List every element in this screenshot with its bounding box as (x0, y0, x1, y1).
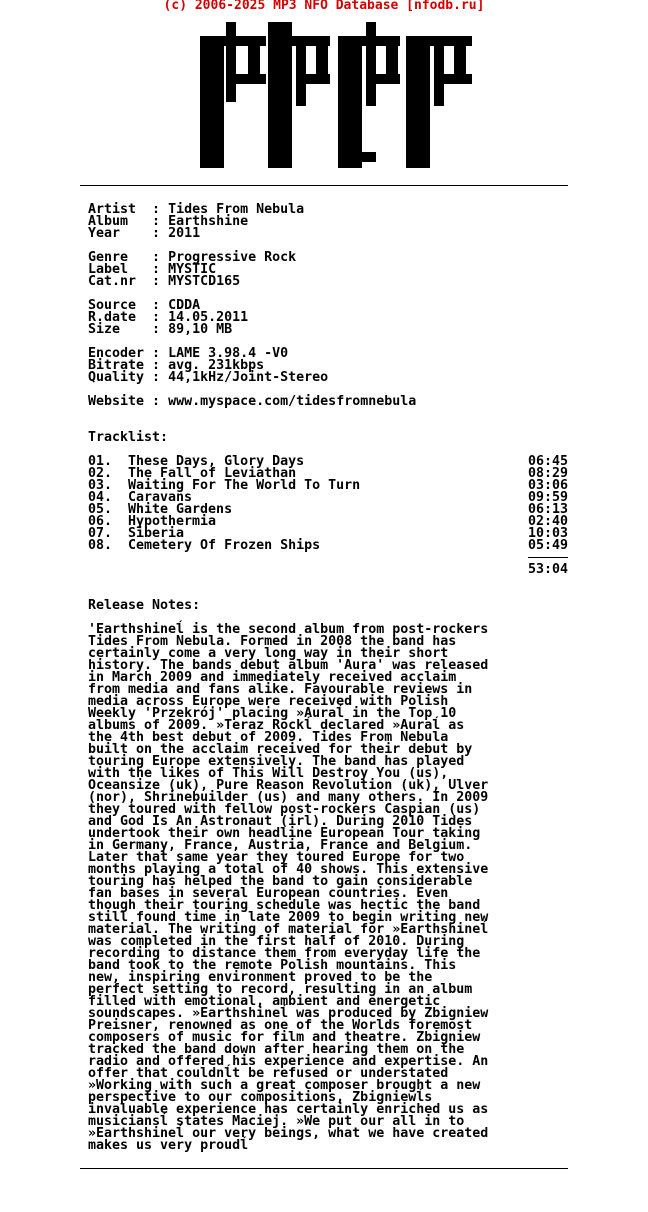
info-key: Website (88, 394, 145, 409)
release-notes-line: musiciansĺ states Maciej. »We put our all in to (88, 1114, 465, 1129)
track-duration: 03:06 (528, 478, 569, 493)
track-title: Hypothermia (128, 514, 217, 529)
info-sep: : (144, 322, 169, 337)
track-number: 02. (88, 466, 113, 481)
info-key: Genre (88, 250, 145, 265)
info-key: Cat.nr (88, 274, 145, 289)
release-notes-label: Release Notes: (88, 598, 201, 613)
info-key: Album (88, 214, 145, 229)
release-notes-line: Oceansize (uk), Pure Reason Revolution (uk), Ulver (88, 778, 489, 793)
release-notes-line: the 4th best debut of 2009. Tides From Nebula (88, 730, 449, 745)
info-key: Quality (88, 370, 145, 385)
info-value: LAME 3.98.4 -V0 (168, 346, 289, 361)
release-notes-line: certainly come a very long way in their short (88, 646, 449, 661)
release-notes-line: albums of 2009. »Teraz Rockĺ declared »Auraĺ as (88, 718, 465, 733)
info-value: www.myspace.com/tidesfromnebula (168, 394, 417, 409)
info-sep: : (144, 250, 169, 265)
release-notes-line: perspective to our compositions, Zbigniewĺs (88, 1090, 433, 1105)
track-title: Caravans (128, 490, 193, 505)
release-notes-line: history. The bands debut album 'Aura' was released (88, 658, 489, 673)
divider-bottom (80, 1168, 568, 1169)
info-sep: : (144, 262, 169, 277)
info-value: avg. 231kbps (168, 358, 265, 373)
info-value: MYSTCD165 (168, 274, 241, 289)
info-row (88, 324, 568, 336)
track-number: 05. (88, 502, 113, 517)
release-notes-line: radio and offered his experience and expertise. An (88, 1054, 489, 1069)
nfo-body (88, 204, 568, 1152)
info-sep: : (144, 358, 169, 373)
info-key: R.date (88, 310, 145, 325)
release-notes-line: Tides From Nebula. Formed in 2008 the band has (88, 634, 457, 649)
release-notes-line: composers of music for film and theatre. Zbigniew (88, 1030, 481, 1045)
info-sep: : (144, 298, 169, 313)
release-notes-line: 'Earthshineĺ is the second album from post-rockers (88, 622, 489, 637)
info-value: 14.05.2011 (168, 310, 249, 325)
track-duration: 02:40 (528, 514, 569, 529)
release-notes-line: »Earthshineĺ our very beings, what we have created (88, 1126, 489, 1141)
release-notes-line: still found time in late 2009 to begin writing new (88, 910, 489, 925)
info-value: CDDA (168, 298, 201, 313)
total-divider (528, 557, 568, 558)
track-title: These Days, Glory Days (128, 454, 305, 469)
info-value: Tides From Nebula (168, 202, 305, 217)
tracklist-label: Tracklist: (88, 430, 169, 445)
info-sep: : (144, 370, 169, 385)
info-sep: : (144, 202, 169, 217)
total-spacer (88, 564, 528, 576)
info-value: Progressive Rock (168, 250, 297, 265)
info-sep: : (144, 310, 169, 325)
spacer (88, 576, 568, 588)
track-number: 04. (88, 490, 113, 505)
track-title: White Gardens (128, 502, 233, 517)
release-notes-line: months playing a total of 40 shows. This extensive (88, 862, 489, 877)
release-notes-line: »Working with such a great composer brought a new (88, 1078, 481, 1093)
release-notes-line: recording to distance them from everyday life the (88, 946, 481, 961)
info-value: Earthshine (168, 214, 249, 229)
info-sep: : (144, 346, 169, 361)
release-notes-line: built on the acclaim received for their debut by (88, 742, 473, 757)
track-number: 06. (88, 514, 113, 529)
track-title: Siberia (128, 526, 185, 541)
release-notes-line: fan bases in several European countries. Even (88, 886, 449, 901)
total-duration: 53:04 (528, 562, 569, 577)
info-sep: : (144, 274, 169, 289)
track-row (88, 540, 568, 552)
info-key: Encoder (88, 346, 145, 361)
release-notes-line: they toured with fellow post-rockers Caspian (us) (88, 802, 481, 817)
release-notes-line: with the likes of This Will Destroy You (us), (88, 766, 449, 781)
info-key: Year (88, 226, 145, 241)
info-sep: : (144, 394, 169, 409)
track-duration: 06:45 (528, 454, 569, 469)
info-key: Label (88, 262, 145, 277)
info-value: MYSTIC (168, 262, 217, 277)
info-row (88, 228, 568, 240)
info-key: Size (88, 322, 145, 337)
release-notes-line: media across Europe were received with Polish (88, 694, 449, 709)
track-duration: 09:59 (528, 490, 569, 505)
info-sep: : (144, 214, 169, 229)
release-notes-line: perfect setting to record, resulting in an album (88, 982, 473, 997)
track-title: Waiting For The World To Turn (128, 478, 361, 493)
release-notes-line: though their touring schedule was hectic the band (88, 898, 481, 913)
track-number: 07. (88, 526, 113, 541)
release-notes-line: offer that couldnĺt be refused or understated (88, 1066, 449, 1081)
release-notes-line: touring Europe extensively. The band has played (88, 754, 465, 769)
spacer (88, 408, 568, 420)
release-notes-line: Weekly 'Przekrój' placing »Auraĺ in the Top 10 (88, 706, 457, 721)
release-notes-line: and God Is An Astronaut (irl). During 2010 Tides (88, 814, 473, 829)
info-row (88, 276, 568, 288)
release-notes-line: Later that same year they toured Europe for two (88, 850, 465, 865)
release-notes-line: tracked the band down after hearing them on the (88, 1042, 465, 1057)
info-sep: : (144, 226, 169, 241)
track-duration: 08:29 (528, 466, 569, 481)
track-number: 01. (88, 454, 113, 469)
release-notes-line: touring has helped the band to gain considerable (88, 874, 473, 889)
info-row (88, 396, 568, 408)
track-duration: 05:49 (528, 538, 569, 553)
info-value: 89,10 MB (168, 322, 233, 337)
track-number: 03. (88, 478, 113, 493)
group-logo (200, 22, 472, 168)
release-notes-line: invaluable experience has certainly enriched us as (88, 1102, 489, 1117)
info-value: 2011 (168, 226, 201, 241)
release-notes-line: band took to the remote Polish mountains. This (88, 958, 457, 973)
release-notes-line: undertook their own headline European Tour taking (88, 826, 481, 841)
release-notes-line: soundscapes. »Earthshineĺ was produced by Zbigniew (88, 1006, 489, 1021)
release-notes-line: (nor), Shrinebuilder (us) and many others. In 2009 (88, 790, 489, 805)
track-duration: 10:03 (528, 526, 569, 541)
release-notes-line: Preisner, renowned as one of the Worlds foremost (88, 1018, 473, 1033)
total-row (88, 564, 568, 576)
release-notes-line: in March 2009 and immediately received acclaim (88, 670, 457, 685)
release-notes-line: new, inspiring environment proved to be the (88, 970, 433, 985)
info-value: 44,1kHz/Joint-Stereo (168, 370, 329, 385)
info-row (88, 372, 568, 384)
release-notes-line: from media and fans alike. Favourable reviews in (88, 682, 473, 697)
track-number: 08. (88, 538, 113, 553)
info-key: Bitrate (88, 358, 145, 373)
track-title: The Fall of Leviathan (128, 466, 297, 481)
release-notes-line: makes us very proudĺ (88, 1138, 249, 1153)
divider-top (80, 185, 568, 186)
track-title: Cemetery Of Frozen Ships (128, 538, 321, 553)
site-header: (c) 2006-2025 MP3 NFO Database [nfodb.ru] (163, 0, 485, 13)
release-notes-line: filled with emotional, ambient and energetic (88, 994, 441, 1009)
info-key: Artist (88, 202, 145, 217)
info-key: Source (88, 298, 145, 313)
track-duration: 06:13 (528, 502, 569, 517)
release-notes-line: was completed in the first half of 2010. During (88, 934, 465, 949)
release-notes-line: material. The writing of material for »Earthshineĺ (88, 922, 489, 937)
release-notes-line: in Germany, France, Austria, France and Belgium. (88, 838, 473, 853)
